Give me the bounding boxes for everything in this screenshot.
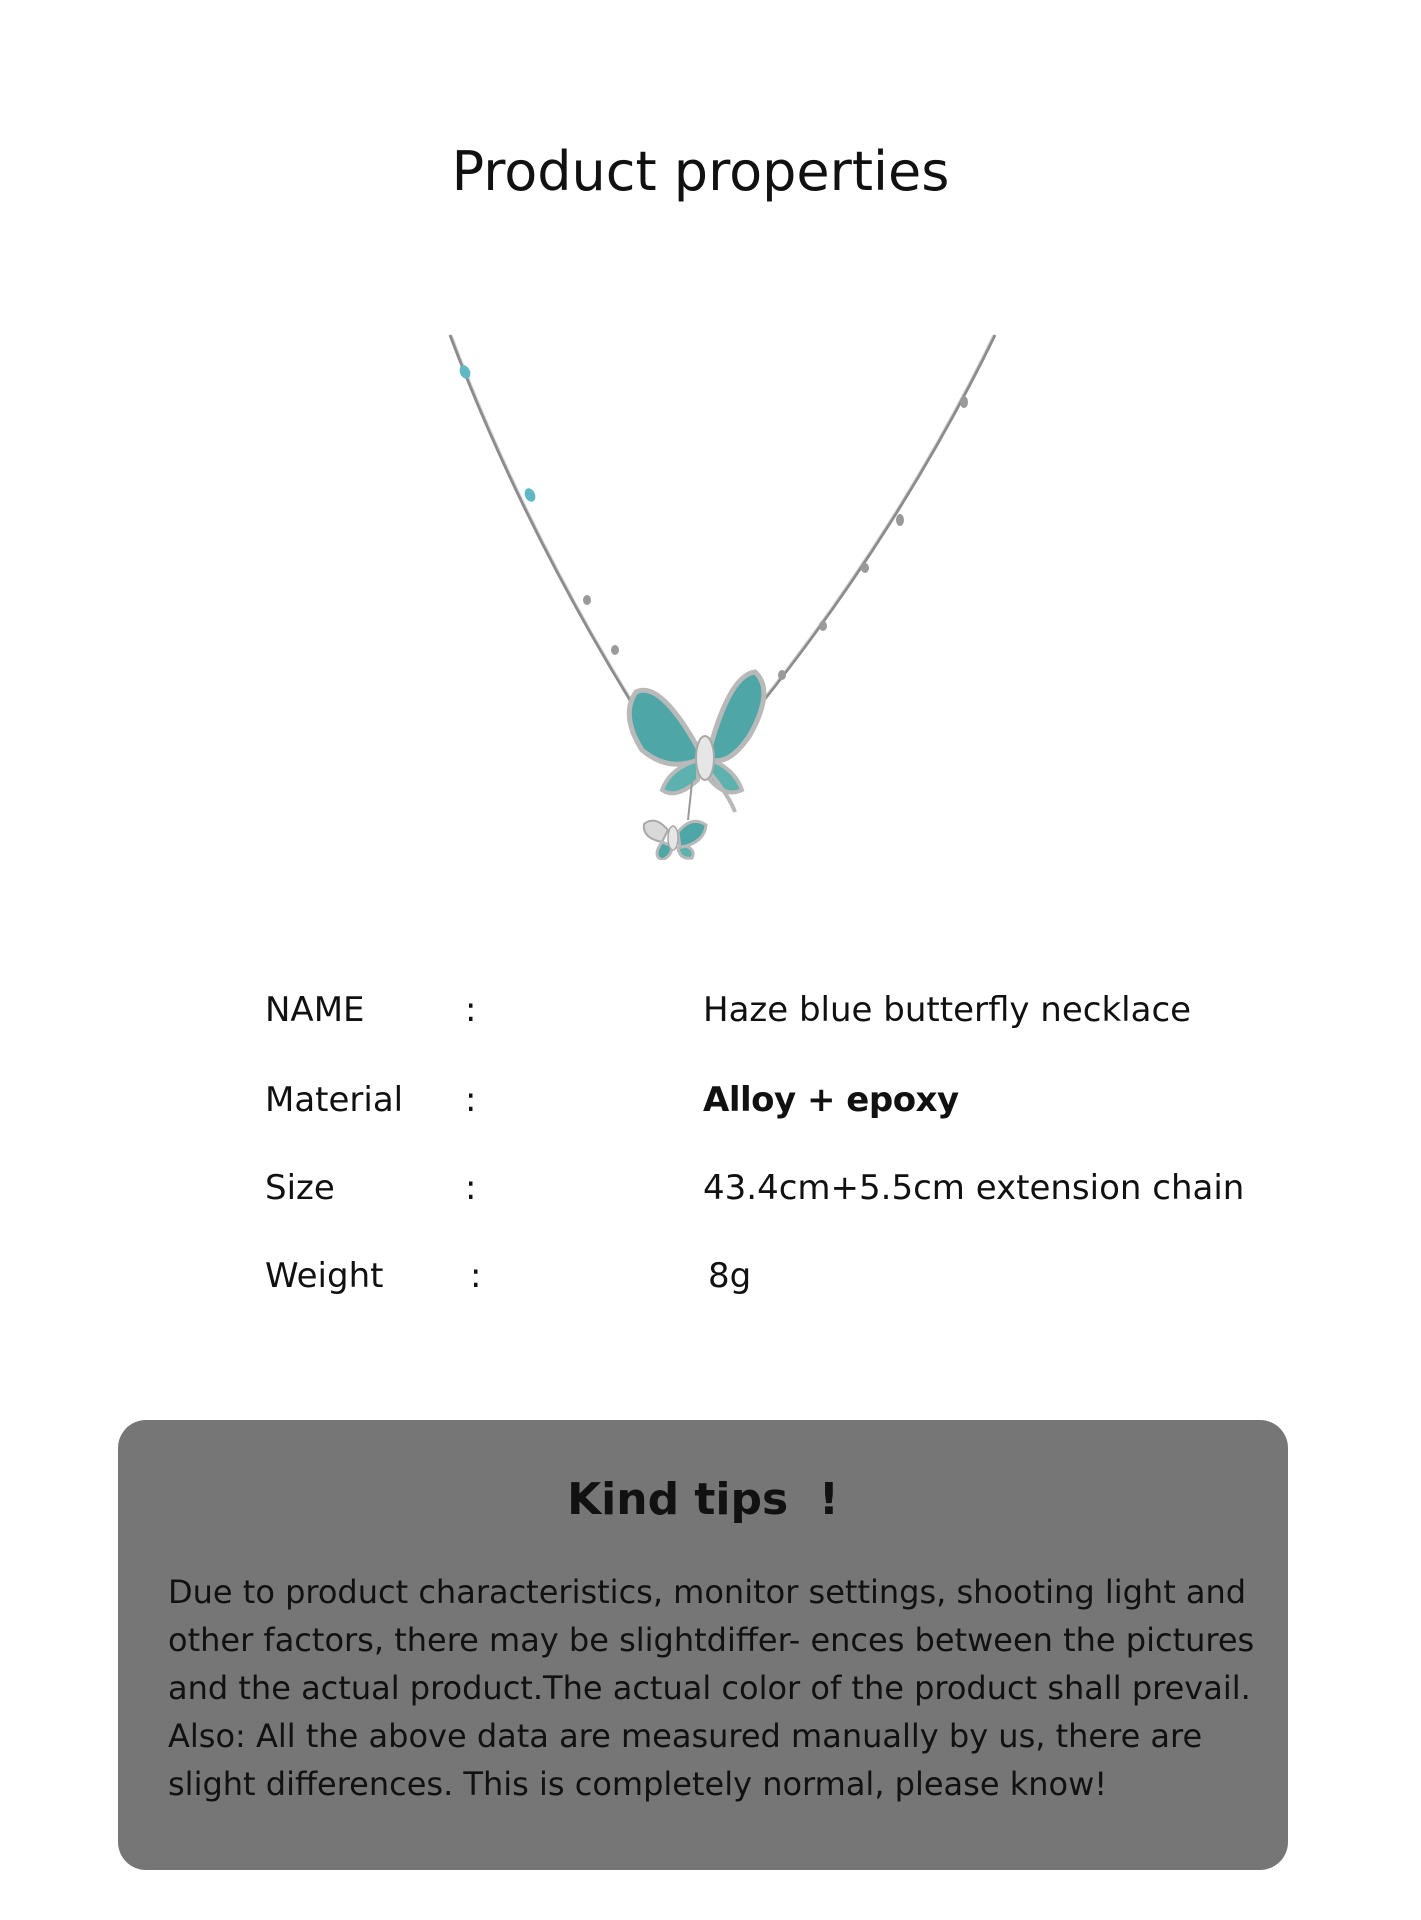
bead [523, 487, 538, 504]
property-row-weight [265, 1251, 1265, 1301]
property-label: Weight [265, 1256, 384, 1296]
page-title: Product properties [451, 140, 950, 203]
property-label: Size [265, 1168, 335, 1208]
property-label: Material [265, 1080, 404, 1120]
butterfly-necklace-image [430, 320, 1010, 860]
chain-left [450, 335, 652, 725]
tips-title: Kind tips ! [567, 1474, 839, 1525]
property-label: NAME [265, 990, 365, 1030]
property-row-name [265, 985, 1265, 1035]
chain-right [748, 335, 995, 718]
small-butterfly [644, 821, 706, 860]
property-value: Alloy + epoxy [703, 1080, 959, 1120]
property-colon: : [470, 1256, 482, 1296]
property-colon: : [465, 1168, 477, 1208]
tips-text: Due to product characteristics, monitor settings, shooting light and other factors, there may be slightdiffer- ences between the pictures and the actual product.The actual color of the product shall prevail. Also: All the above data are measured manually by us, there are slight differences. This is completely normal, please know! [168, 1573, 1255, 1803]
kind-tips-box [118, 1420, 1288, 1870]
property-row-material [265, 1075, 1265, 1125]
property-colon: : [465, 990, 477, 1030]
property-value: Haze blue butterfly necklace [703, 990, 1192, 1030]
property-row-size [265, 1163, 1265, 1213]
bead [458, 364, 473, 381]
property-colon: : [465, 1080, 477, 1120]
property-value: 8g [708, 1256, 752, 1296]
large-butterfly [629, 672, 764, 812]
property-value: 43.4cm+5.5cm extension chain [703, 1168, 1245, 1208]
